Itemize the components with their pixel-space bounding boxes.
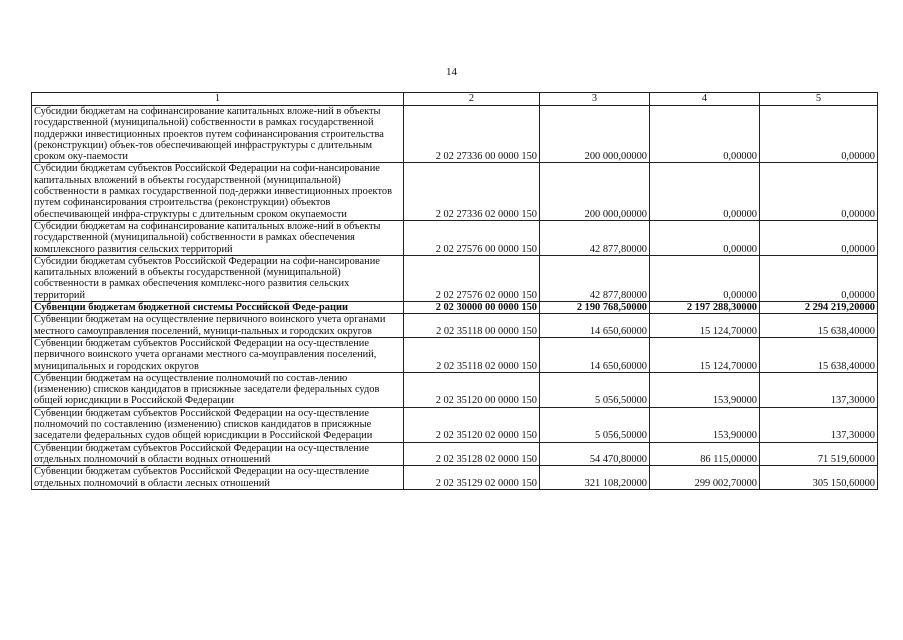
row-value-cell: 0,00000 <box>650 220 760 255</box>
row-code-cell: 2 02 30000 00 0000 150 <box>404 302 540 314</box>
row-value-cell: 137,30000 <box>760 407 878 442</box>
row-name-cell: Субвенции бюджетам субъектов Российской Федерации на осу-ществление отдельных полномочий в области лесных отношений <box>32 466 404 490</box>
row-name-cell: Субвенции бюджетам субъектов Российской Федерации на осу-ществление полномочий по составлению (изменению) списков кандидатов в присяжные заседатели федеральных судов общей юрисдикции в Российской Федерации <box>32 407 404 442</box>
row-value-cell: 15 124,70000 <box>650 337 760 372</box>
row-value-cell: 42 877,80000 <box>540 220 650 255</box>
row-value-cell: 0,00000 <box>650 255 760 301</box>
budget-revenue-table <box>31 92 878 490</box>
row-value-cell: 54 470,80000 <box>540 442 650 466</box>
row-value-cell: 137,30000 <box>760 372 878 407</box>
row-value-cell: 153,90000 <box>650 372 760 407</box>
row-value-cell: 5 056,50000 <box>540 372 650 407</box>
row-code-cell: 2 02 35118 00 0000 150 <box>404 314 540 338</box>
row-value-cell: 0,00000 <box>760 106 878 163</box>
row-code-cell: 2 02 35128 02 0000 150 <box>404 442 540 466</box>
row-code-cell: 2 02 35118 02 0000 150 <box>404 337 540 372</box>
row-name-cell: Субсидии бюджетам субъектов Российской Федерации на софи-нансирование капитальных вложений в объекты государственной (муниципальной) собственности в рамках государственной под-держки инвестиционных проектов путем софинансирования строительства (реконструкции) объектов обеспечивающей инфра-структуры с длительным сроком окупаемости <box>32 163 404 220</box>
table-row <box>32 106 878 163</box>
row-name-cell: Субвенции бюджетам субъектов Российской Федерации на осу-ществление отдельных полномочий в области водных отношений <box>32 442 404 466</box>
row-name-cell: Субвенции бюджетам на осуществление полномочий по состав-лению (изменению) списков кандидатов в присяжные заседатели федеральных судов общей юрисдикции в Российской Федерации <box>32 372 404 407</box>
row-code-cell: 2 02 35120 02 0000 150 <box>404 407 540 442</box>
table-row <box>32 302 878 314</box>
row-value-cell: 14 650,60000 <box>540 337 650 372</box>
row-name-cell: Субвенции бюджетам субъектов Российской Федерации на осу-ществление первичного воинского учета органами местного са-моуправления поселений, муниципальных и городских округов <box>32 337 404 372</box>
row-name-cell: Субсидии бюджетам субъектов Российской Федерации на софи-нансирование капитальных вложений в объекты государственной (муниципальной) собственности в рамках обеспечения комплекс-ного развития сельских территорий <box>32 255 404 301</box>
column-header: 4 <box>650 93 760 106</box>
row-name-cell: Субвенции бюджетам на осуществление первичного воинского учета органами местного самоуправления поселений, муници-пальных и городских округов <box>32 314 404 338</box>
row-value-cell: 71 519,60000 <box>760 442 878 466</box>
table-row <box>32 442 878 466</box>
row-name-cell: Субсидии бюджетам на софинансирование капитальных вложе-ний в объекты государственной (муниципальной) собственности в рамках государственной поддержки инвестиционных проектов путем софинансирования строительства (реконструкции) объек-тов обеспечивающей инфраструктуры с длительным сроком оку-паемости <box>32 106 404 163</box>
row-value-cell: 14 650,60000 <box>540 314 650 338</box>
row-value-cell: 15 124,70000 <box>650 314 760 338</box>
table-body <box>32 106 878 490</box>
table-row <box>32 255 878 301</box>
row-code-cell: 2 02 35129 02 0000 150 <box>404 466 540 490</box>
row-value-cell: 321 108,20000 <box>540 466 650 490</box>
row-name-cell: Субсидии бюджетам на софинансирование капитальных вложе-ний в объекты государственной (муниципальной) собственности в рамках обеспечения комплексного развития сельских территорий <box>32 220 404 255</box>
row-value-cell: 200 000,00000 <box>540 106 650 163</box>
table-row <box>32 466 878 490</box>
table-header-row <box>32 93 878 106</box>
row-value-cell: 0,00000 <box>760 220 878 255</box>
row-value-cell: 0,00000 <box>650 106 760 163</box>
table-row <box>32 372 878 407</box>
column-header: 2 <box>404 93 540 106</box>
row-value-cell: 2 197 288,30000 <box>650 302 760 314</box>
row-value-cell: 86 115,00000 <box>650 442 760 466</box>
column-header: 3 <box>540 93 650 106</box>
row-value-cell: 42 877,80000 <box>540 255 650 301</box>
row-value-cell: 0,00000 <box>760 255 878 301</box>
row-value-cell: 2 294 219,20000 <box>760 302 878 314</box>
row-code-cell: 2 02 27576 02 0000 150 <box>404 255 540 301</box>
row-code-cell: 2 02 35120 00 0000 150 <box>404 372 540 407</box>
row-code-cell: 2 02 27336 02 0000 150 <box>404 163 540 220</box>
table-row <box>32 220 878 255</box>
table-row <box>32 163 878 220</box>
row-code-cell: 2 02 27336 00 0000 150 <box>404 106 540 163</box>
row-value-cell: 305 150,60000 <box>760 466 878 490</box>
row-value-cell: 200 000,00000 <box>540 163 650 220</box>
row-value-cell: 15 638,40000 <box>760 314 878 338</box>
column-header: 5 <box>760 93 878 106</box>
row-value-cell: 2 190 768,50000 <box>540 302 650 314</box>
table-row <box>32 337 878 372</box>
row-value-cell: 299 002,70000 <box>650 466 760 490</box>
row-value-cell: 153,90000 <box>650 407 760 442</box>
table-row <box>32 314 878 338</box>
row-value-cell: 0,00000 <box>650 163 760 220</box>
row-value-cell: 0,00000 <box>760 163 878 220</box>
row-value-cell: 5 056,50000 <box>540 407 650 442</box>
column-header: 1 <box>32 93 404 106</box>
row-name-cell: Субвенции бюджетам бюджетной системы Российской Феде-рации <box>32 302 404 314</box>
page-number: 14 <box>446 66 457 78</box>
table-row <box>32 407 878 442</box>
row-code-cell: 2 02 27576 00 0000 150 <box>404 220 540 255</box>
row-value-cell: 15 638,40000 <box>760 337 878 372</box>
